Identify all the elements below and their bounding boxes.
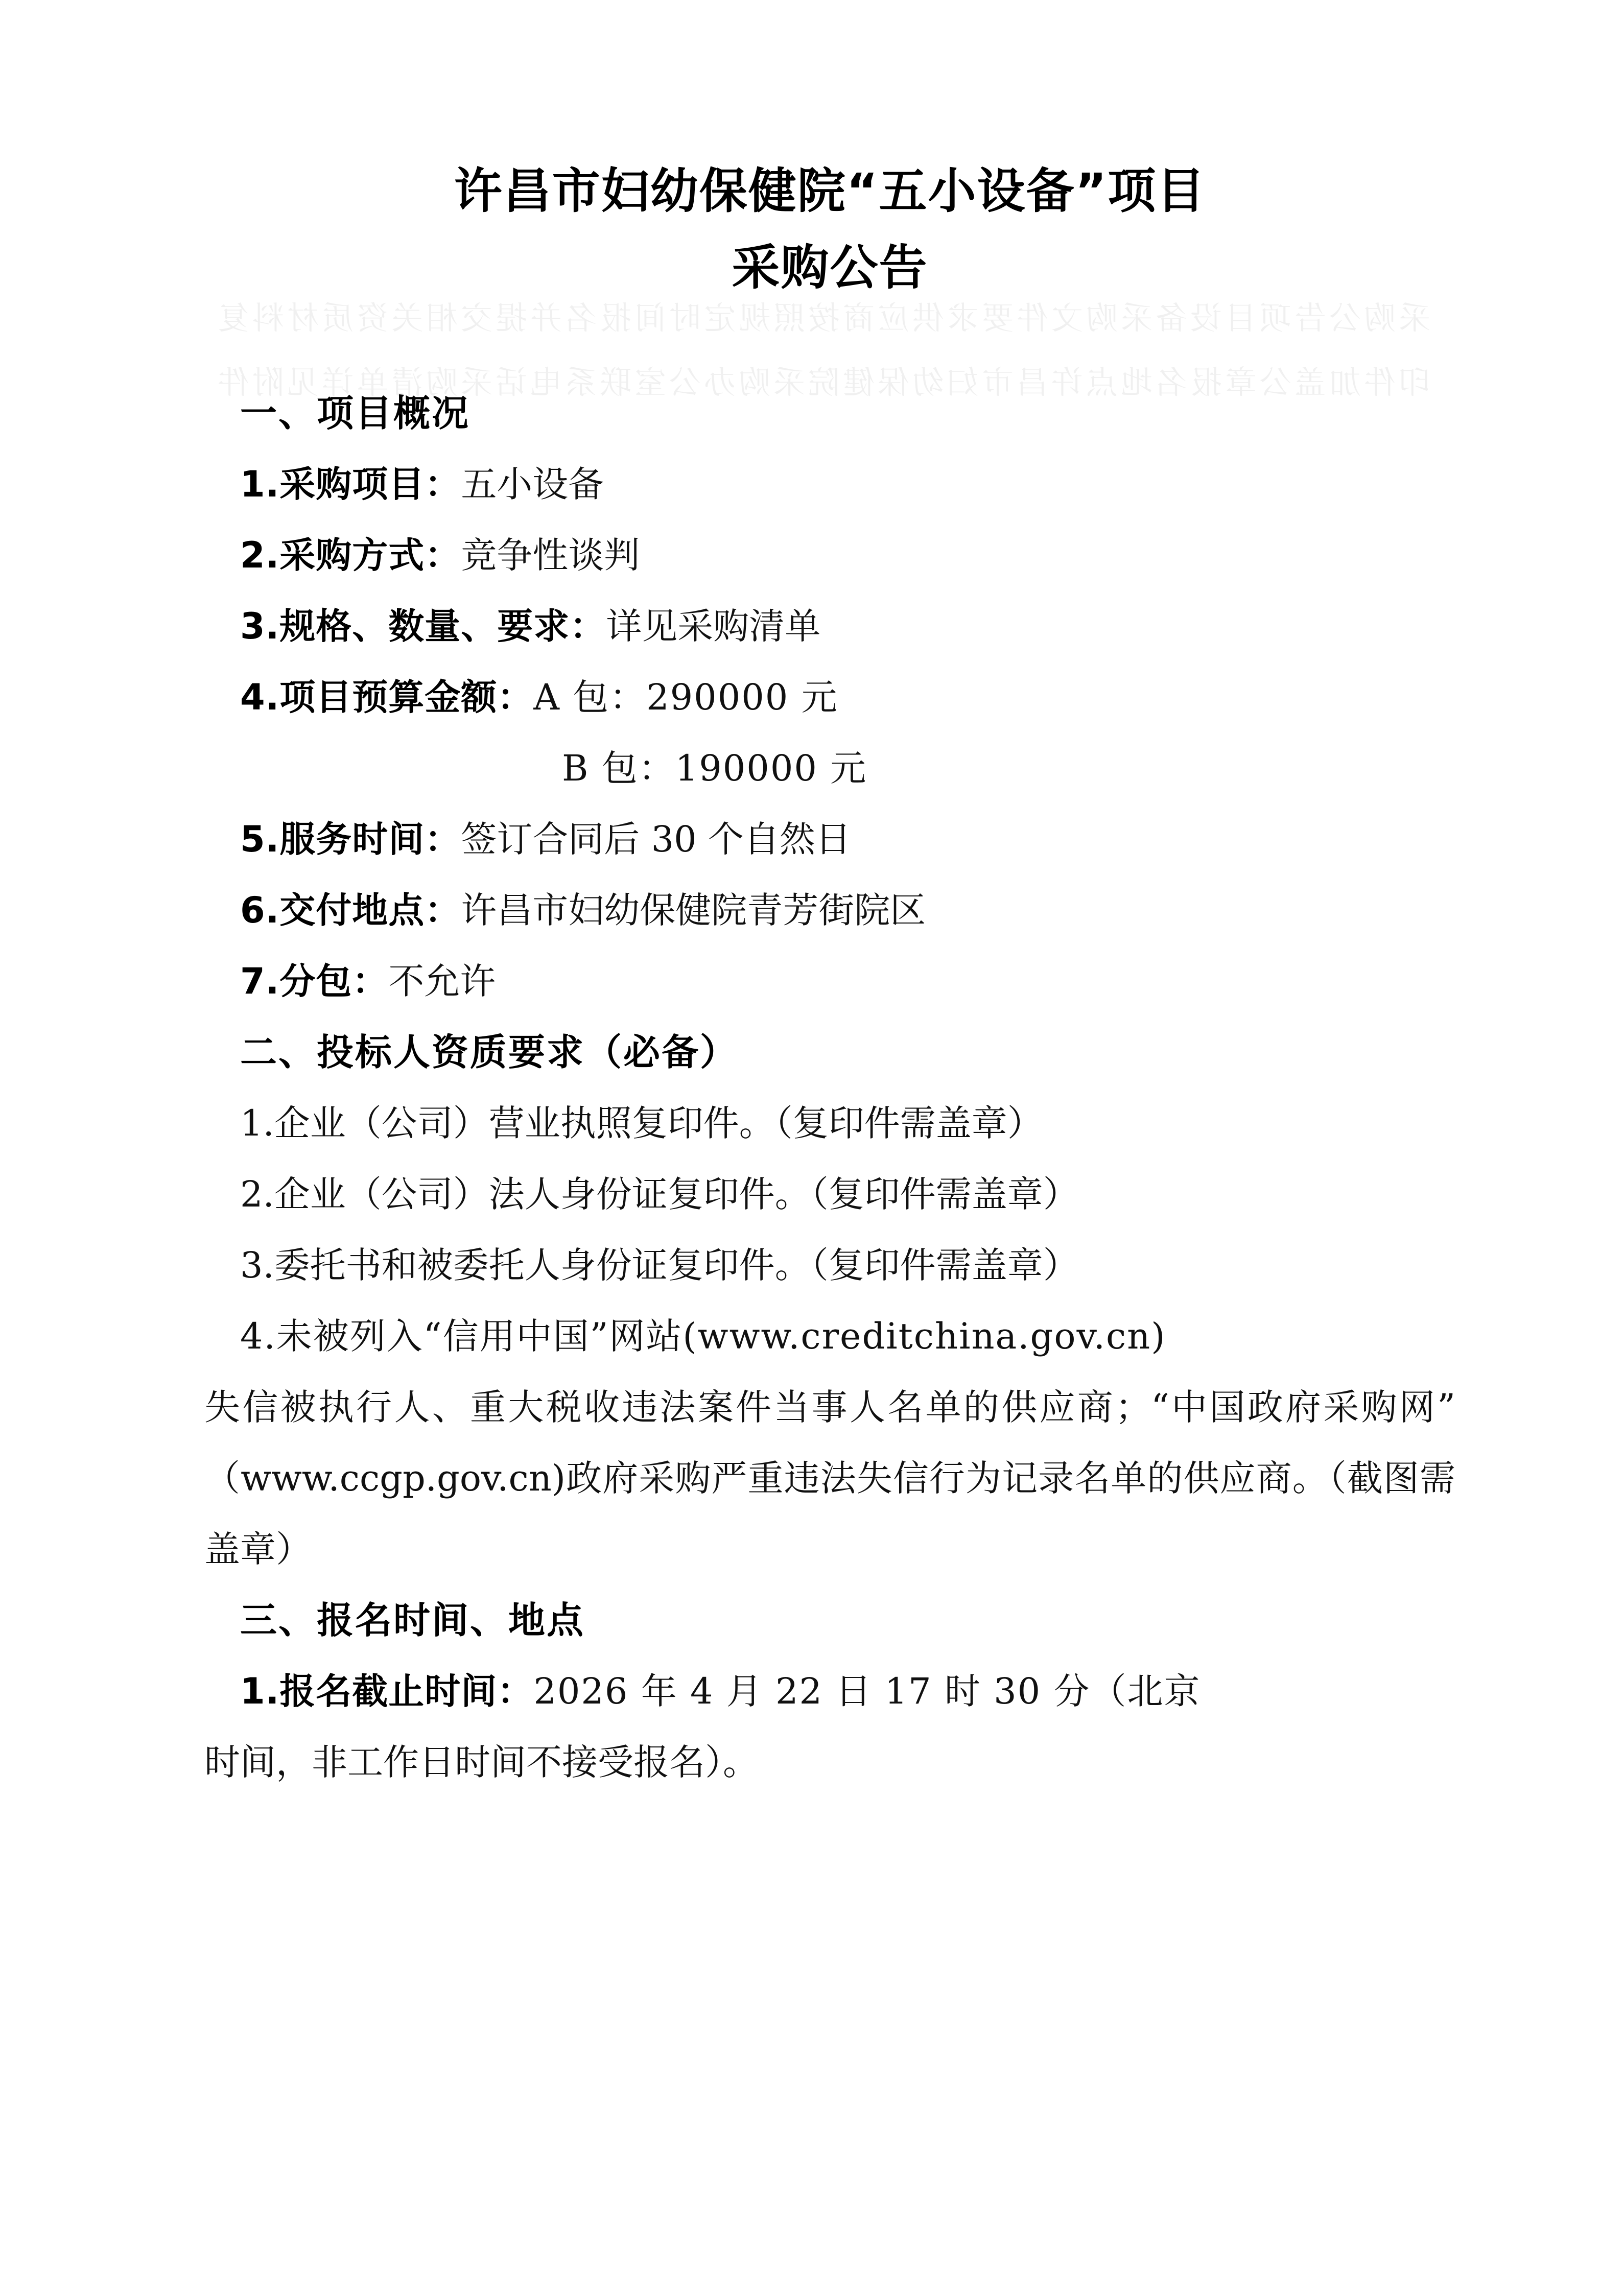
list-item: 1.企业（公司）营业执照复印件。（复印件需盖章） [240,1102,1043,1144]
item-value: A 包：290000 元 [533,676,838,718]
list-item: 2.企业（公司）法人身份证复印件。（复印件需盖章） [240,1173,1079,1215]
list-item [240,804,1455,875]
item-value: 五小设备 [461,463,604,505]
item-value: 竞争性谈判 [461,534,640,576]
item-label: 2.采购方式： [240,534,461,576]
title-line-1: 许昌市妇幼保健院“五小设备”项目 [454,163,1206,219]
deadline-label: 1.报名截止时间： [240,1670,534,1712]
item-label: 4.项目预算金额： [240,676,534,718]
item-label: 1.采购项目： [240,463,461,505]
item-value: 不允许 [388,960,496,1002]
qualification-paragraph-lead: 4.未被列入“信用中国”网站(www.creditchina.gov.cn) [240,1315,1166,1357]
page-title [204,153,1455,306]
item-value: 签订合同后 30 个自然日 [461,818,851,860]
reverse-side-bleed: 采购公告项目设备采购文件要求供应商按照规定时间报名并提交相关资质材料复印件加盖公章报名地点许昌市妇幼保健院采购办公室联系电话采购清单详见附件 [214,299,1430,401]
list-item-continuation: B 包：190000 元 [562,747,867,789]
registration-deadline [240,1656,1455,1727]
list-item [240,520,1455,591]
section-heading-3: 三、报名时间、地点 [240,1599,585,1642]
item-value: 许昌市妇幼保健院青芳街院区 [461,889,926,931]
deadline-value: 2026 年 4 月 22 日 17 时 30 分（北京 [533,1670,1201,1712]
item-label: 7.分包： [240,960,389,1002]
list-item [240,875,1455,946]
qualification-paragraph-rest: 失信被执行人、重大税收违法案件当事人名单的供应商；“中国政府采购网”（www.ccgp.gov.cn)政府采购严重违法失信行为记录名单的供应商。（截图需盖章） [204,1386,1455,1570]
list-item [240,591,1455,662]
list-item [240,449,1455,520]
item-value: 详见采购清单 [606,605,821,647]
item-label: 6.交付地点： [240,889,461,931]
section-heading-2: 二、投标人资质要求（必备） [240,1031,739,1074]
document-body [204,378,1455,1798]
item-label: 5.服务时间： [240,818,461,860]
item-label: 3.规格、数量、要求： [240,605,606,647]
list-item [240,662,1455,733]
list-item [240,946,1455,1017]
section-heading-1: 一、项目概况 [240,392,470,435]
list-item: 3.委托书和被委托人身份证复印件。（复印件需盖章） [240,1244,1079,1286]
title-line-2: 采购公告 [732,240,928,296]
deadline-value-continuation: 时间，非工作日时间不接受报名）。 [204,1741,759,1783]
